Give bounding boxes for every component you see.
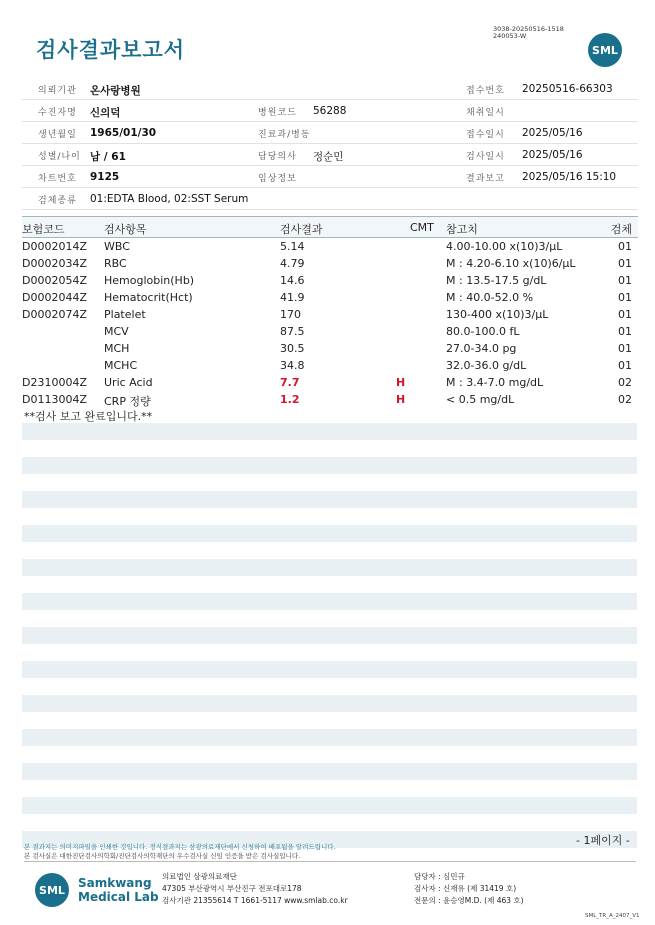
row-reference: M : 13.5-17.5 g/dL <box>446 274 547 287</box>
empty-row-stripe <box>22 593 637 610</box>
staff-info <box>414 871 524 907</box>
row-reference: M : 3.4-7.0 mg/dL <box>446 376 544 389</box>
empty-row-stripe <box>22 729 637 746</box>
table-row <box>22 374 638 391</box>
header-item: 검사항목 <box>104 223 147 236</box>
row-item: Uric Acid <box>104 376 153 389</box>
row-item: Hematocrit(Hct) <box>104 291 193 304</box>
row-reference: 4.00-10.00 x(10)3/μL <box>446 240 563 253</box>
patient-label: 수진자명 <box>38 108 77 118</box>
row-specimen: 01 <box>618 342 632 355</box>
row-code: D2310004Z <box>22 376 87 389</box>
sex-age-value: 남 / 61 <box>90 151 126 163</box>
row-item: Platelet <box>104 308 146 321</box>
table-row <box>22 340 638 357</box>
org-name: 의료법인 삼광의료재단 <box>162 872 237 881</box>
table-row <box>22 238 638 255</box>
report-title: 검사결과보고서 <box>36 38 186 62</box>
table-row <box>22 306 638 323</box>
row-item: MCHC <box>104 359 138 372</box>
receipt-no-value: 20250516-66303 <box>522 83 613 95</box>
table-header <box>22 216 638 238</box>
row-result: 7.7 <box>280 376 300 389</box>
received-value: 2025/05/16 <box>522 127 583 139</box>
empty-row-stripe <box>22 661 637 678</box>
institution-value: 온사랑병원 <box>90 85 141 97</box>
brand-line-1: Samkwang <box>78 876 152 890</box>
row-reference: M : 4.20-6.10 x(10)6/μL <box>446 257 576 270</box>
empty-rows <box>22 423 637 865</box>
address: 47305 부산광역시 부산진구 전포대로178 <box>162 884 302 893</box>
footer-note-2: 본 검사실은 대한진단검사의학회/진단검사의학재단의 우수검사실 신임 인증을 받은 검사실입니다. <box>24 851 301 860</box>
row-result: 5.14 <box>280 240 305 253</box>
brand-line-2: Medical Lab <box>78 890 159 904</box>
row-specimen: 01 <box>618 240 632 253</box>
clinical-label: 임상정보 <box>258 174 297 184</box>
row-specimen: 01 <box>618 291 632 304</box>
row-flag: H <box>396 393 406 406</box>
header-cmt: CMT <box>410 221 434 234</box>
row-specimen: 02 <box>618 393 632 406</box>
info-row <box>22 188 638 210</box>
row-code: D0002014Z <box>22 240 87 253</box>
row-specimen: 01 <box>618 308 632 321</box>
document-id-line2: 240053-W <box>493 32 527 40</box>
empty-row-stripe <box>22 627 637 644</box>
row-reference: 32.0-36.0 g/dL <box>446 359 527 372</box>
staff-specialist: 전문의 : 윤승영M.D. (제 463 호) <box>414 896 524 905</box>
row-item: CRP 정량 <box>104 395 151 408</box>
row-item: RBC <box>104 257 127 270</box>
table-row <box>22 289 638 306</box>
header-code: 보험코드 <box>22 223 65 236</box>
row-code: D0002054Z <box>22 274 87 287</box>
footer-notes <box>24 843 336 860</box>
header-reference: 참고치 <box>446 223 478 236</box>
table-row <box>22 272 638 289</box>
row-result: 1.2 <box>280 393 300 406</box>
page-number: - 1페이지 - <box>576 834 630 847</box>
table-body <box>22 238 638 408</box>
hospital-code-value: 56288 <box>313 105 347 117</box>
sml-logo: SML <box>588 33 622 67</box>
staff-manager: 담당자 : 심민규 <box>414 872 465 881</box>
hospital-code-label: 병원코드 <box>258 108 297 118</box>
header-result: 검사결과 <box>280 223 323 236</box>
tested-value: 2025/05/16 <box>522 149 583 161</box>
table-row <box>22 323 638 340</box>
patient-info <box>22 78 638 210</box>
sml-footer-logo: SML <box>35 873 69 907</box>
staff-tester: 검사자 : 신재유 (제 31419 호) <box>414 884 517 893</box>
row-result: 34.8 <box>280 359 305 372</box>
empty-row-stripe <box>22 763 637 780</box>
sex-age-label: 성별/나이 <box>38 152 81 162</box>
info-row <box>22 144 638 166</box>
row-code: D0002034Z <box>22 257 87 270</box>
doctor-value: 정순민 <box>313 151 344 163</box>
row-flag: H <box>396 376 406 389</box>
chart-label: 차트번호 <box>38 174 77 184</box>
row-code: D0002044Z <box>22 291 87 304</box>
row-specimen: 01 <box>618 325 632 338</box>
doctor-label: 담당의사 <box>258 152 297 162</box>
info-row <box>22 78 638 100</box>
row-reference: 80.0-100.0 fL <box>446 325 520 338</box>
table-row <box>22 391 638 408</box>
lab-address <box>162 871 348 907</box>
tested-label: 검사일시 <box>466 152 505 162</box>
row-result: 4.79 <box>280 257 305 270</box>
row-code: D0113004Z <box>22 393 87 406</box>
row-code: D0002074Z <box>22 308 87 321</box>
empty-row-stripe <box>22 525 637 542</box>
document-id <box>493 26 564 40</box>
collect-date-label: 채취일시 <box>466 108 505 118</box>
specimen-label: 검체종류 <box>38 196 77 206</box>
footer-divider <box>24 861 636 862</box>
info-row <box>22 166 638 188</box>
row-reference: 27.0-34.0 pg <box>446 342 517 355</box>
row-specimen: 01 <box>618 257 632 270</box>
contact: 검사기관 21355614 T 1661-5117 www.smlab.co.kr <box>162 896 348 905</box>
info-row <box>22 122 638 144</box>
form-code: SML_TR_A_2407_V1 <box>585 913 640 919</box>
reported-label: 결과보고 <box>466 174 505 184</box>
birth-label: 생년월일 <box>38 130 77 140</box>
specimen-value: 01:EDTA Blood, 02:SST Serum <box>90 193 249 205</box>
chart-value: 9125 <box>90 171 120 183</box>
row-specimen: 02 <box>618 376 632 389</box>
row-reference: M : 40.0-52.0 % <box>446 291 534 304</box>
header-specimen: 검체 <box>610 223 632 236</box>
info-row <box>22 100 638 122</box>
empty-row-stripe <box>22 695 637 712</box>
empty-row-stripe <box>22 423 637 440</box>
birth-value: 1965/01/30 <box>90 127 157 139</box>
row-reference: 130-400 x(10)3/μL <box>446 308 549 321</box>
completion-note: **검사 보고 완료입니다.** <box>24 410 153 423</box>
reported-value: 2025/05/16 15:10 <box>522 171 617 183</box>
row-result: 14.6 <box>280 274 305 287</box>
institution-label: 의뢰기관 <box>38 86 77 96</box>
results-table <box>22 216 638 424</box>
row-item: MCV <box>104 325 129 338</box>
footer-note-1: 본 결과지는 의미지파일을 인쇄한 것입니다. 정식결과지는 삼광의료재단에서 신청하여 배포됨을 알려드립니다. <box>24 843 336 851</box>
row-specimen: 01 <box>618 274 632 287</box>
row-reference: < 0.5 mg/dL <box>446 393 515 406</box>
received-label: 접수일시 <box>466 130 505 140</box>
row-item: MCH <box>104 342 130 355</box>
row-specimen: 01 <box>618 359 632 372</box>
dept-label: 진료과/병동 <box>258 130 311 140</box>
patient-value: 신의덕 <box>90 107 121 119</box>
empty-row-stripe <box>22 559 637 576</box>
receipt-no-label: 접수번호 <box>466 86 505 96</box>
row-result: 30.5 <box>280 342 305 355</box>
empty-row-stripe <box>22 491 637 508</box>
brand-name <box>78 876 159 904</box>
row-item: WBC <box>104 240 130 253</box>
empty-row-stripe <box>22 457 637 474</box>
row-result: 170 <box>280 308 301 321</box>
row-result: 41.9 <box>280 291 305 304</box>
table-row <box>22 255 638 272</box>
empty-row-stripe <box>22 797 637 814</box>
document-id-line1: 3038-20250516-1518 <box>493 25 564 33</box>
row-item: Hemoglobin(Hb) <box>104 274 195 287</box>
table-row <box>22 357 638 374</box>
row-result: 87.5 <box>280 325 305 338</box>
